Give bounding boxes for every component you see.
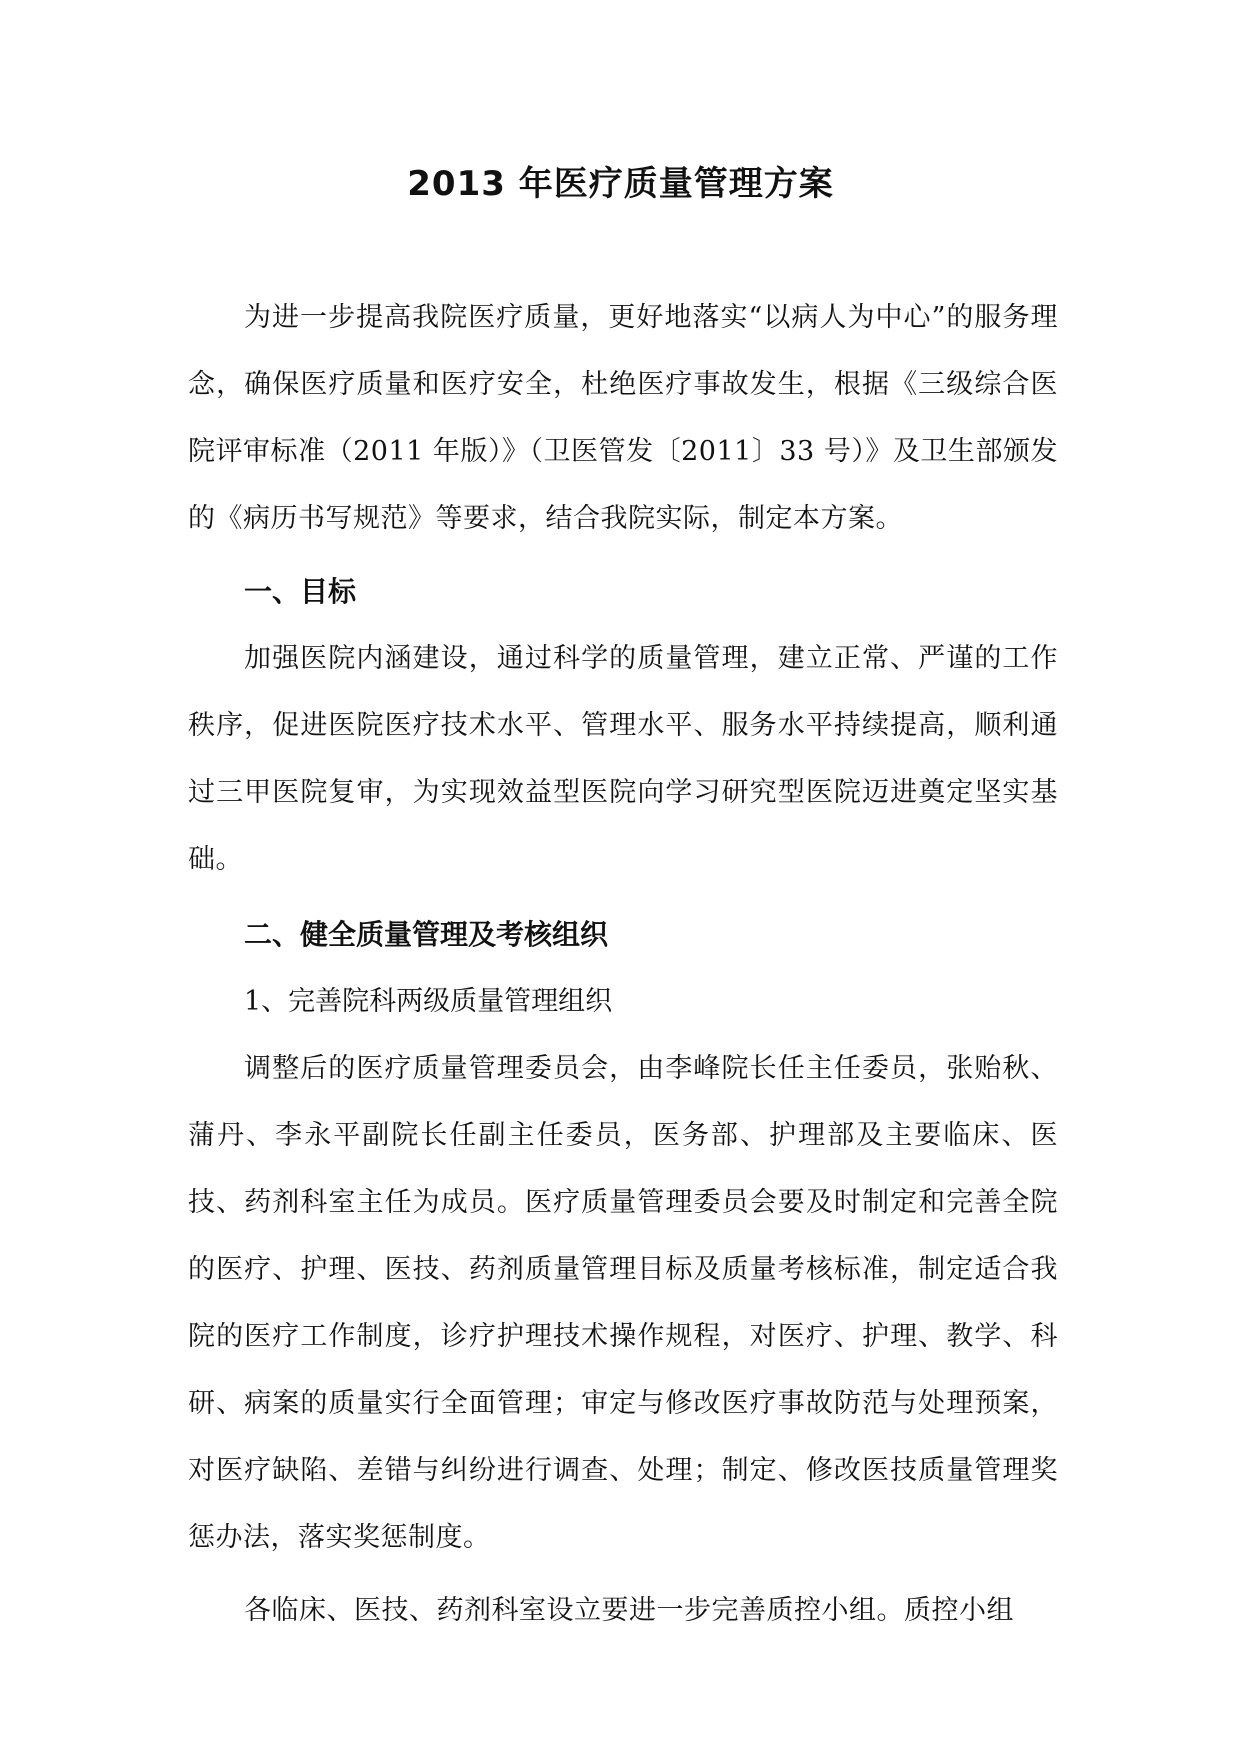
section-heading-organization: 二、健全质量管理及考核组织 <box>244 918 609 951</box>
organization-paragraph: 调整后的医疗质量管理委员会，由李峰院长任主任委员，张贻秋、蒲丹、李永平副院长任副主任委员，医务部、护理部及主要临床、医技、药剂科室主任为成员。医疗质量管理委员会要及时制定和完善全院的医疗、护理、医技、药剂质量管理目标及质量考核标准，制定适合我院的医疗工作制度，诊疗护理技术操作规程，对医疗、护理、教学、科研、病案的质量实行全面管理；审定与修改医疗事故防范与处理预案，对医疗缺陷、差错与纠纷进行调查、处理；制定、修改医技质量管理奖惩办法，落实奖惩制度。 <box>188 1053 1058 1553</box>
document-body <box>188 284 1058 1644</box>
section-heading-goals: 一、目标 <box>244 575 357 608</box>
document-title: 2013 年医疗质量管理方案 <box>407 164 834 204</box>
subsection-heading: 1、完善院科两级质量管理组织 <box>244 986 613 1017</box>
qc-group-paragraph: 各临床、医技、药剂科室设立要进一步完善质控小组。质控小组 <box>244 1595 1014 1626</box>
goals-paragraph: 加强医院内涵建设，通过科学的质量管理，建立正常、严谨的工作秩序，促进医院医疗技术水平、管理水平、服务水平持续提高，顺利通过三甲医院复审，为实现效益型医院向学习研究型医院迈进奠定坚实基础。 <box>188 643 1058 875</box>
intro-paragraph: 为进一步提高我院医疗质量，更好地落实“以病人为中心”的服务理念，确保医疗质量和医疗安全，杜绝医疗事故发生，根据《三级综合医院评审标准（2011 年版）》（卫医管发〔2011〕33 号）》及卫生部颁发的《病历书写规范》等要求，结合我院实际，制定本方案。 <box>188 302 1058 534</box>
